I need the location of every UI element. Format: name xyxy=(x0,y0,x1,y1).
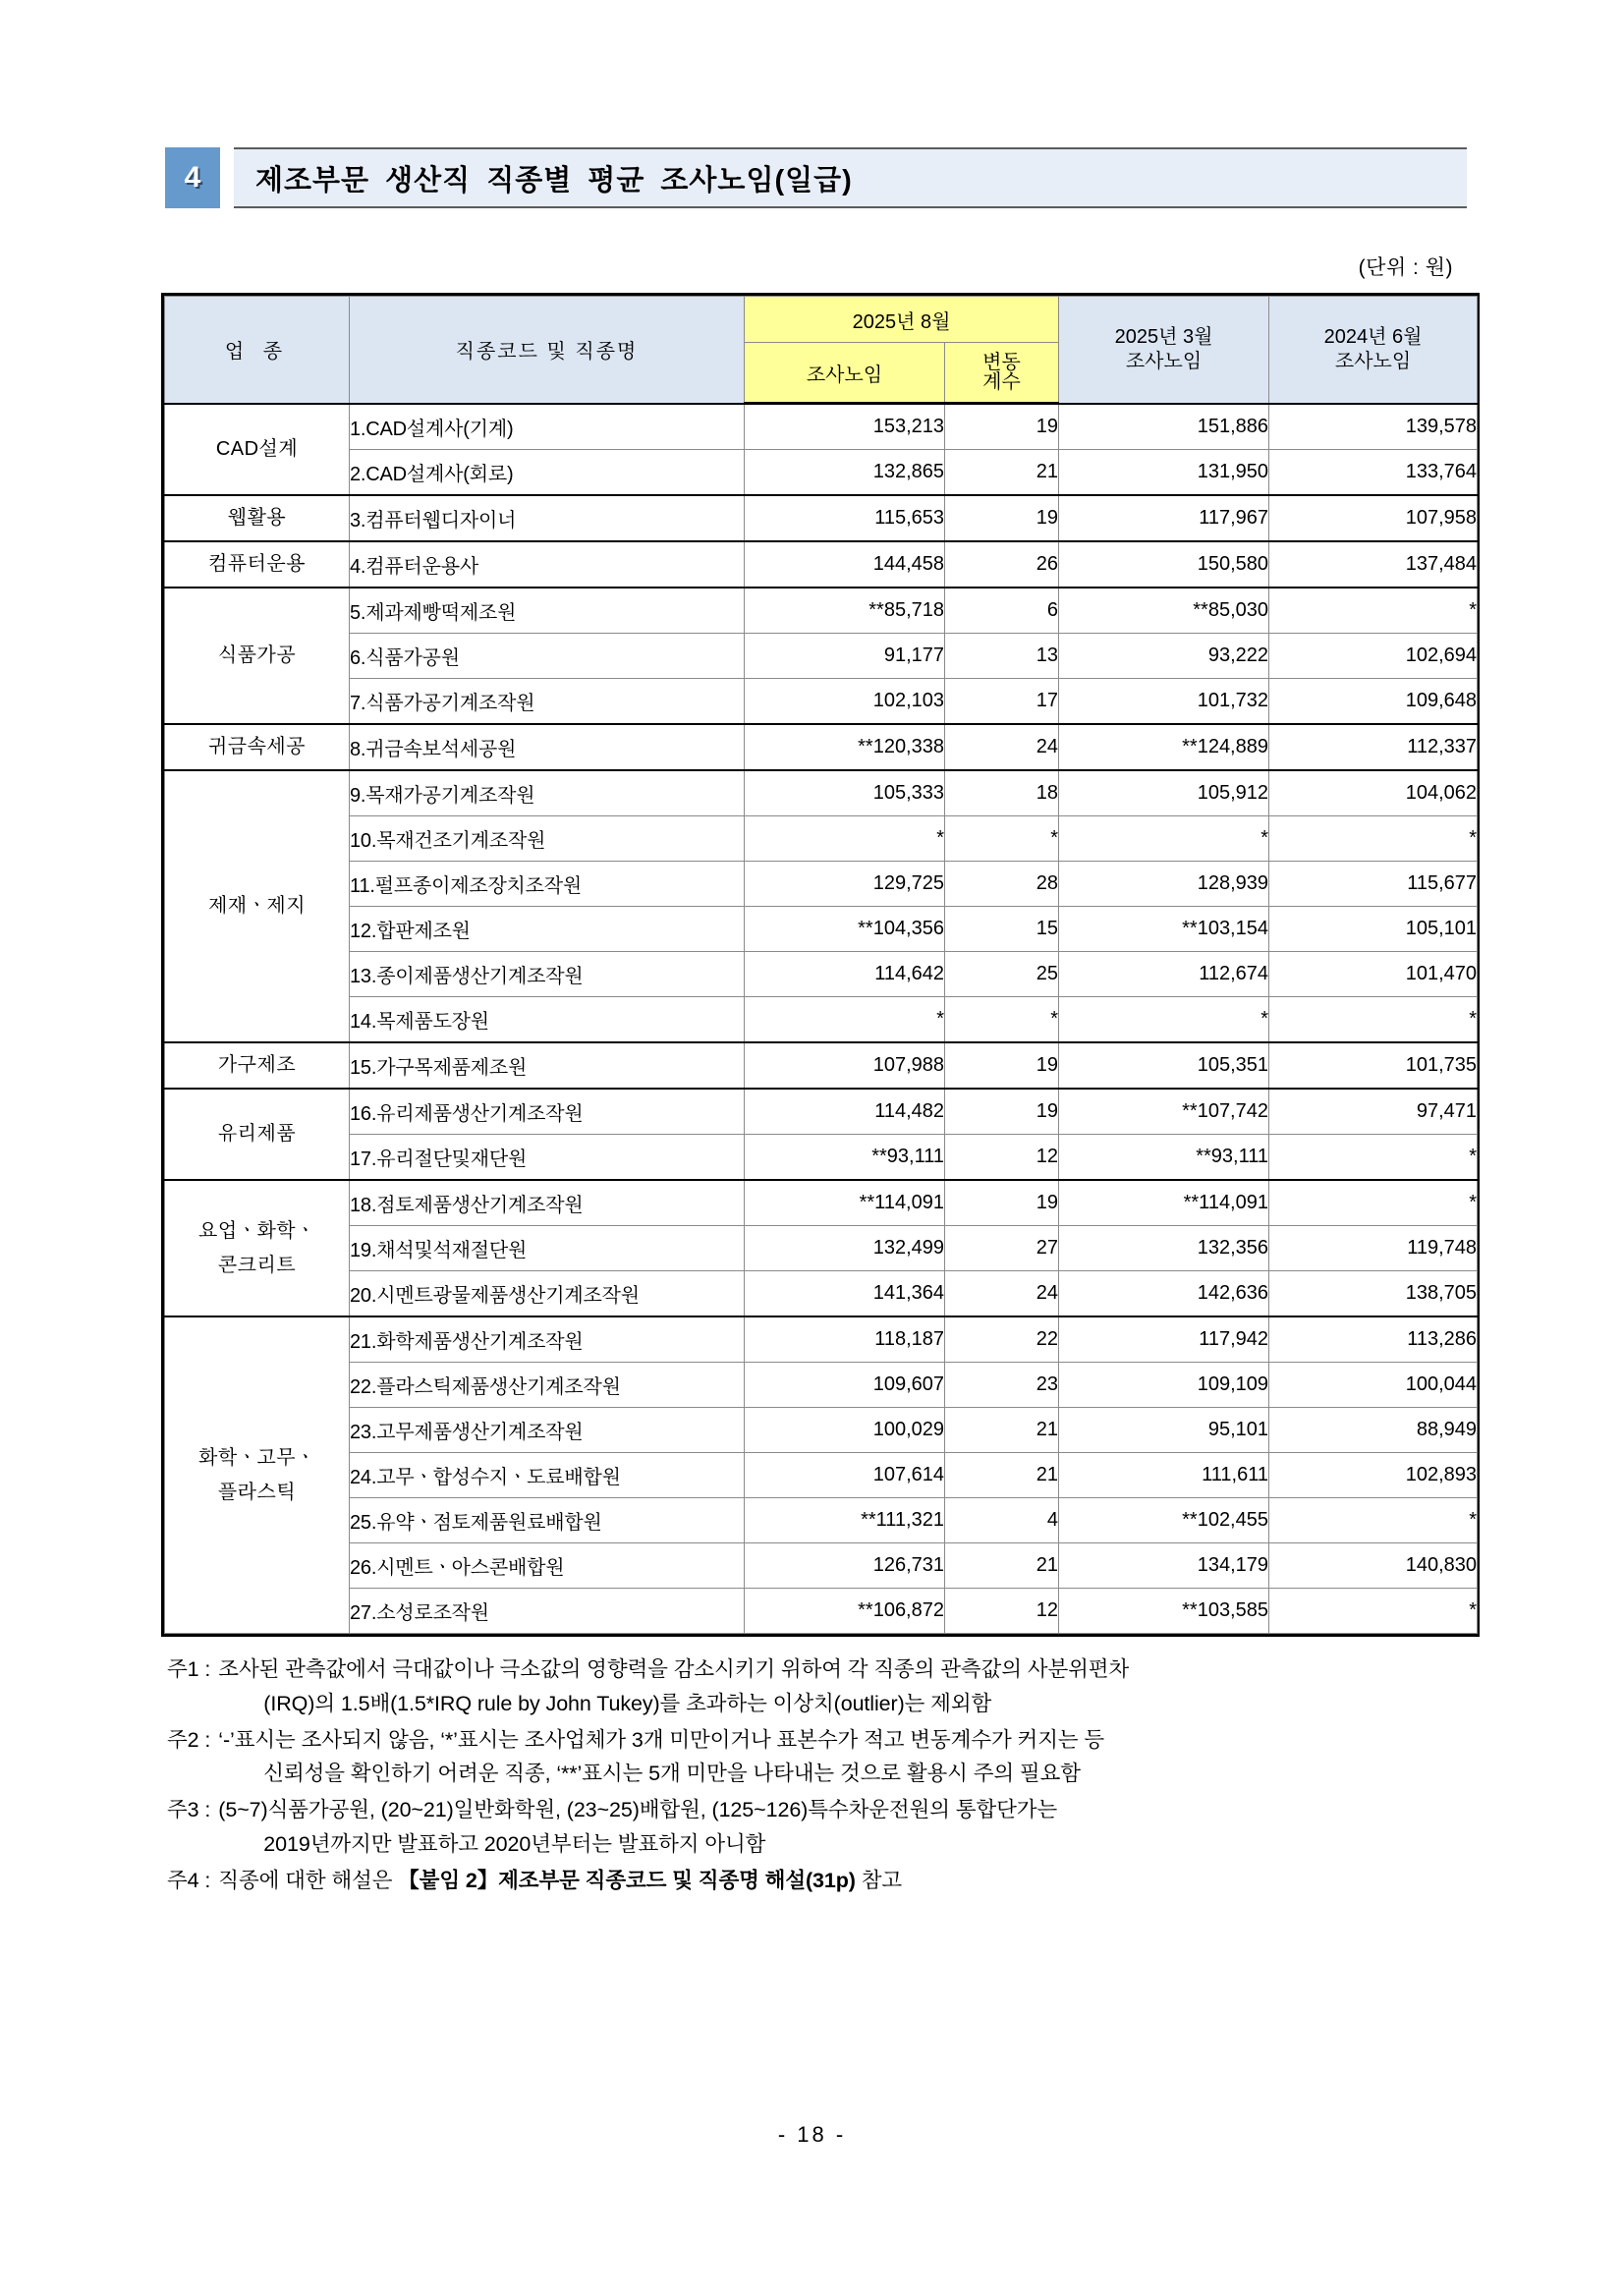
footnote-line2: 신뢰성을 확인하기 어려운 직종, ‘**’표시는 5개 미만을 나타내는 것으로 활용시 주의 필요함 xyxy=(263,1762,1081,1786)
wage-2025-03-cell: 117,942 xyxy=(1059,1316,1269,1363)
section-title-box xyxy=(234,147,1467,208)
cv-2025-08-cell: 18 xyxy=(945,770,1059,816)
job-name-cell: 18.점토제품생산기계조작원 xyxy=(350,1180,745,1226)
job-name-cell: 12.합판제조원 xyxy=(350,907,745,952)
industry-cell xyxy=(165,588,350,724)
footnote xyxy=(167,1793,1488,1862)
cv-2025-08-cell: 26 xyxy=(945,541,1059,588)
job-name-cell: 26.시멘트ㆍ아스콘배합원 xyxy=(350,1543,745,1589)
header-period-2025-03 xyxy=(1059,297,1269,404)
page-number: - 18 - xyxy=(777,2122,847,2147)
table-row xyxy=(165,862,1478,907)
wage-table xyxy=(164,296,1478,1634)
job-name-cell: 15.가구목제품제조원 xyxy=(350,1042,745,1089)
wage-2024-06-cell: 107,958 xyxy=(1269,495,1478,541)
wage-2025-03-cell: **102,455 xyxy=(1059,1498,1269,1543)
footnote-line2: 2019년까지만 발표하고 2020년부터는 발표하지 아니함 xyxy=(263,1832,766,1857)
cv-2025-08-cell: 15 xyxy=(945,907,1059,952)
table-row xyxy=(165,952,1478,997)
industry-label-line: 콘크리트 xyxy=(217,1254,297,1276)
industry-cell xyxy=(165,724,350,770)
cv-2025-08-cell: 22 xyxy=(945,1316,1059,1363)
job-name-cell: 16.유리제품생산기계조작원 xyxy=(350,1089,745,1135)
table-row xyxy=(165,1271,1478,1317)
wage-2024-06-cell: 112,337 xyxy=(1269,724,1478,770)
wage-2024-06-cell: 101,470 xyxy=(1269,952,1478,997)
cv-2025-08-cell: 6 xyxy=(945,588,1059,634)
wage-2024-06-cell: 119,748 xyxy=(1269,1226,1478,1271)
table-row xyxy=(165,679,1478,725)
wage-2025-03-cell: **107,742 xyxy=(1059,1089,1269,1135)
industry-cell xyxy=(165,404,350,496)
header-period-2025-03-line2: 조사노임 xyxy=(1125,350,1203,372)
wage-2025-08-cell: 105,333 xyxy=(745,770,945,816)
footnote-label: 주1 : xyxy=(167,1657,211,1681)
job-name-cell: 2.CAD설계사(회로) xyxy=(350,450,745,496)
job-name-cell: 19.채석및석재절단원 xyxy=(350,1226,745,1271)
wage-2025-03-cell: 131,950 xyxy=(1059,450,1269,496)
table-row xyxy=(165,1589,1478,1634)
wage-2024-06-cell: 100,044 xyxy=(1269,1363,1478,1408)
wage-2025-03-cell: 105,912 xyxy=(1059,770,1269,816)
table-row xyxy=(165,404,1478,450)
job-name-cell: 1.CAD설계사(기계) xyxy=(350,404,745,450)
footnote-line1-post: 참고 xyxy=(855,1868,903,1892)
cv-2025-08-cell: 21 xyxy=(945,1408,1059,1453)
job-name-cell: 4.컴퓨터운용사 xyxy=(350,541,745,588)
wage-2025-08-cell: 114,482 xyxy=(745,1089,945,1135)
wage-2025-08-cell: 141,364 xyxy=(745,1271,945,1317)
table-row xyxy=(165,541,1478,588)
wage-2025-08-cell: * xyxy=(745,816,945,862)
industry-label-line: 가구제조 xyxy=(217,1054,297,1076)
wage-2025-03-cell: 151,886 xyxy=(1059,404,1269,450)
job-name-cell: 13.종이제품생산기계조작원 xyxy=(350,952,745,997)
wage-2025-08-cell: 132,499 xyxy=(745,1226,945,1271)
cv-2025-08-cell: * xyxy=(945,816,1059,862)
industry-label-line: 화학ㆍ고무ㆍ xyxy=(198,1446,315,1469)
industry-cell xyxy=(165,541,350,588)
wage-2025-03-cell: 112,674 xyxy=(1059,952,1269,997)
wage-2025-08-cell: 118,187 xyxy=(745,1316,945,1363)
cv-2025-08-cell: 24 xyxy=(945,724,1059,770)
wage-2024-06-cell: * xyxy=(1269,1498,1478,1543)
footnote-line1 xyxy=(218,1869,902,1892)
wage-2025-03-cell: **103,154 xyxy=(1059,907,1269,952)
wage-2025-08-cell: 132,865 xyxy=(745,450,945,496)
job-name-cell: 22.플라스틱제품생산기계조작원 xyxy=(350,1363,745,1408)
cv-2025-08-cell: 27 xyxy=(945,1226,1059,1271)
section-number-badge: 4 xyxy=(165,147,220,208)
cv-2025-08-cell: 17 xyxy=(945,679,1059,725)
table-row xyxy=(165,495,1478,541)
cv-2025-08-cell: 21 xyxy=(945,450,1059,496)
header-sub-cv-line2: 계수 xyxy=(982,371,1021,393)
job-name-cell: 24.고무ㆍ합성수지ㆍ도료배합원 xyxy=(350,1453,745,1498)
footnote-body xyxy=(210,1723,1488,1792)
wage-2024-06-cell: 101,735 xyxy=(1269,1042,1478,1089)
job-name-cell: 20.시멘트광물제품생산기계조작원 xyxy=(350,1271,745,1317)
wage-2025-08-cell: 109,607 xyxy=(745,1363,945,1408)
table-row xyxy=(165,634,1478,679)
industry-label-line: 컴퓨터운용 xyxy=(207,553,307,575)
wage-2025-08-cell: **104,356 xyxy=(745,907,945,952)
table-row xyxy=(165,1316,1478,1363)
footnote-body xyxy=(210,1864,1488,1898)
wage-2025-08-cell: **111,321 xyxy=(745,1498,945,1543)
wage-2024-06-cell: * xyxy=(1269,1135,1478,1181)
footnote-line1: ‘-’표시는 조사되지 않음, ‘*’표시는 조사업체가 3개 미만이거나 표본수가 적고 변동계수가 커지는 등 xyxy=(218,1727,1105,1752)
cv-2025-08-cell: 19 xyxy=(945,1180,1059,1226)
industry-label-line: 식품가공 xyxy=(217,644,297,666)
cv-2025-08-cell: * xyxy=(945,997,1059,1043)
job-name-cell: 11.펄프종이제조장치조작원 xyxy=(350,862,745,907)
wage-2025-03-cell: **124,889 xyxy=(1059,724,1269,770)
section-title-row xyxy=(165,147,1467,208)
industry-cell xyxy=(165,1180,350,1316)
wage-2024-06-cell: * xyxy=(1269,816,1478,862)
wage-2025-03-cell: 142,636 xyxy=(1059,1271,1269,1317)
industry-cell xyxy=(165,1089,350,1180)
industry-label-line: 제재ㆍ제지 xyxy=(207,895,307,917)
wage-2025-08-cell: 153,213 xyxy=(745,404,945,450)
cv-2025-08-cell: 19 xyxy=(945,495,1059,541)
wage-2025-03-cell: * xyxy=(1059,997,1269,1043)
job-name-cell: 27.소성로조작원 xyxy=(350,1589,745,1634)
footnote-body xyxy=(210,1793,1488,1862)
table-row xyxy=(165,816,1478,862)
wage-2025-03-cell: **93,111 xyxy=(1059,1135,1269,1181)
cv-2025-08-cell: 4 xyxy=(945,1498,1059,1543)
wage-2025-03-cell: **85,030 xyxy=(1059,588,1269,634)
cv-2025-08-cell: 25 xyxy=(945,952,1059,997)
cv-2025-08-cell: 21 xyxy=(945,1543,1059,1589)
wage-2025-08-cell: * xyxy=(745,997,945,1043)
wage-2024-06-cell: 102,694 xyxy=(1269,634,1478,679)
cv-2025-08-cell: 12 xyxy=(945,1589,1059,1634)
wage-2025-03-cell: **103,585 xyxy=(1059,1589,1269,1634)
wage-2025-08-cell: 91,177 xyxy=(745,634,945,679)
cv-2025-08-cell: 19 xyxy=(945,404,1059,450)
table-header xyxy=(165,297,1478,404)
table-row xyxy=(165,1453,1478,1498)
header-sub-cv-line1: 변동 xyxy=(982,351,1021,373)
job-name-cell: 21.화학제품생산기계조작원 xyxy=(350,1316,745,1363)
footnote-line2: (IRQ)의 1.5배(1.5*IRQ rule by John Tukey)를 초과하는 이상치(outlier)는 제외함 xyxy=(263,1691,992,1715)
wage-2025-08-cell: **106,872 xyxy=(745,1589,945,1634)
table-row xyxy=(165,1226,1478,1271)
header-sub-cv xyxy=(945,343,1059,404)
cv-2025-08-cell: 28 xyxy=(945,862,1059,907)
header-industry: 업 종 xyxy=(165,297,350,404)
wage-2025-03-cell: 128,939 xyxy=(1059,862,1269,907)
cv-2025-08-cell: 19 xyxy=(945,1042,1059,1089)
header-period-2024-06-line1: 2024년 6월 xyxy=(1323,325,1423,348)
table-row xyxy=(165,1089,1478,1135)
wage-2025-03-cell: 134,179 xyxy=(1059,1543,1269,1589)
header-row-1 xyxy=(165,297,1478,343)
wage-2025-03-cell: 132,356 xyxy=(1059,1226,1269,1271)
cv-2025-08-cell: 12 xyxy=(945,1135,1059,1181)
cv-2025-08-cell: 23 xyxy=(945,1363,1059,1408)
wage-2025-08-cell: 126,731 xyxy=(745,1543,945,1589)
wage-2025-03-cell: 101,732 xyxy=(1059,679,1269,725)
wage-2025-08-cell: **114,091 xyxy=(745,1180,945,1226)
wage-2025-03-cell: 150,580 xyxy=(1059,541,1269,588)
industry-label-line: 유리제품 xyxy=(217,1123,297,1145)
table-row xyxy=(165,1363,1478,1408)
wage-2025-08-cell: 107,988 xyxy=(745,1042,945,1089)
header-job: 직종코드 및 직종명 xyxy=(350,297,745,404)
wage-2024-06-cell: * xyxy=(1269,588,1478,634)
page-title: 제조부문 생산직 직종별 평균 조사노임(일급) xyxy=(255,164,853,196)
job-name-cell: 9.목재가공기계조작원 xyxy=(350,770,745,816)
wage-2025-03-cell: 117,967 xyxy=(1059,495,1269,541)
header-period-2025-03-line1: 2025년 3월 xyxy=(1114,325,1213,348)
job-name-cell: 14.목제품도장원 xyxy=(350,997,745,1043)
wage-2024-06-cell: 137,484 xyxy=(1269,541,1478,588)
industry-label-line: 웹활용 xyxy=(227,507,287,529)
header-sub-wage: 조사노임 xyxy=(745,343,945,404)
unit-note: (단위 : 원) xyxy=(1358,256,1453,279)
table-row xyxy=(165,907,1478,952)
wage-2025-03-cell: 111,611 xyxy=(1059,1453,1269,1498)
wage-2024-06-cell: * xyxy=(1269,1589,1478,1634)
table-row xyxy=(165,1180,1478,1226)
job-name-cell: 5.제과제빵떡제조원 xyxy=(350,588,745,634)
wage-2024-06-cell: 139,578 xyxy=(1269,404,1478,450)
table-row xyxy=(165,588,1478,634)
wage-2024-06-cell: 105,101 xyxy=(1269,907,1478,952)
footnote-reference: 【붙임 2】제조부문 직종코드 및 직종명 해설(31p) xyxy=(398,1868,856,1892)
wage-2025-08-cell: 114,642 xyxy=(745,952,945,997)
industry-cell xyxy=(165,1042,350,1089)
wage-2025-08-cell: 115,653 xyxy=(745,495,945,541)
wage-2024-06-cell: 133,764 xyxy=(1269,450,1478,496)
wage-2024-06-cell: 102,893 xyxy=(1269,1453,1478,1498)
header-period-2024-06 xyxy=(1269,297,1478,404)
wage-2025-08-cell: 102,103 xyxy=(745,679,945,725)
industry-cell xyxy=(165,770,350,1042)
job-name-cell: 25.유약ㆍ점토제품원료배합원 xyxy=(350,1498,745,1543)
wage-2025-03-cell: 93,222 xyxy=(1059,634,1269,679)
footnotes xyxy=(167,1652,1488,1898)
wage-2025-03-cell: 109,109 xyxy=(1059,1363,1269,1408)
wage-2024-06-cell: 88,949 xyxy=(1269,1408,1478,1453)
job-name-cell: 6.식품가공원 xyxy=(350,634,745,679)
wage-2024-06-cell: * xyxy=(1269,1180,1478,1226)
wage-2024-06-cell: 115,677 xyxy=(1269,862,1478,907)
wage-2025-08-cell: 100,029 xyxy=(745,1408,945,1453)
wage-2025-03-cell: **114,091 xyxy=(1059,1180,1269,1226)
cv-2025-08-cell: 19 xyxy=(945,1089,1059,1135)
table-row xyxy=(165,1543,1478,1589)
cv-2025-08-cell: 24 xyxy=(945,1271,1059,1317)
footnote xyxy=(167,1864,1488,1898)
industry-label-line: CAD설계 xyxy=(215,437,299,460)
wage-2025-08-cell: **120,338 xyxy=(745,724,945,770)
job-name-cell: 10.목재건조기계조작원 xyxy=(350,816,745,862)
table-row xyxy=(165,1408,1478,1453)
wage-2024-06-cell: 104,062 xyxy=(1269,770,1478,816)
wage-2024-06-cell: 140,830 xyxy=(1269,1543,1478,1589)
header-period-2024-06-line2: 조사노임 xyxy=(1334,350,1412,372)
industry-label-line: 요업ㆍ화학ㆍ xyxy=(198,1219,315,1242)
wage-2024-06-cell: 109,648 xyxy=(1269,679,1478,725)
industry-cell xyxy=(165,495,350,541)
table-row xyxy=(165,1042,1478,1089)
footnote-line1: (5~7)식품가공원, (20~21)일반화학원, (23~25)배합원, (125~126)특수차운전원의 통합단가는 xyxy=(218,1798,1058,1822)
table-body xyxy=(165,404,1478,1634)
wage-2024-06-cell: 138,705 xyxy=(1269,1271,1478,1317)
wage-2025-03-cell: 105,351 xyxy=(1059,1042,1269,1089)
footnote-label: 주4 : xyxy=(167,1868,211,1892)
footnote xyxy=(167,1723,1488,1792)
job-name-cell: 8.귀금속보석세공원 xyxy=(350,724,745,770)
job-name-cell: 3.컴퓨터웹디자이너 xyxy=(350,495,745,541)
cv-2025-08-cell: 21 xyxy=(945,1453,1059,1498)
table-row xyxy=(165,1135,1478,1181)
wage-2025-08-cell: **93,111 xyxy=(745,1135,945,1181)
wage-2024-06-cell: * xyxy=(1269,997,1478,1043)
table-row xyxy=(165,450,1478,496)
job-name-cell: 7.식품가공기계조작원 xyxy=(350,679,745,725)
wage-2025-08-cell: 144,458 xyxy=(745,541,945,588)
wage-2024-06-cell: 113,286 xyxy=(1269,1316,1478,1363)
wage-2025-08-cell: **85,718 xyxy=(745,588,945,634)
wage-2025-08-cell: 129,725 xyxy=(745,862,945,907)
industry-label-line: 귀금속세공 xyxy=(207,736,307,757)
header-period-2025-08: 2025년 8월 xyxy=(745,297,1059,343)
wage-2025-03-cell: * xyxy=(1059,816,1269,862)
industry-label-line: 플라스틱 xyxy=(217,1481,297,1503)
wage-table-wrapper xyxy=(161,293,1480,1637)
wage-2025-03-cell: 95,101 xyxy=(1059,1408,1269,1453)
job-name-cell: 23.고무제품생산기계조작원 xyxy=(350,1408,745,1453)
table-row xyxy=(165,1498,1478,1543)
footnote-line1-pre: 직종에 대한 해설은 xyxy=(218,1868,399,1892)
footnote-line1: 조사된 관측값에서 극대값이나 극소값의 영향력을 감소시키기 위하여 각 직종의 관측값의 사분위편차 xyxy=(218,1657,1130,1681)
footnote xyxy=(167,1652,1488,1721)
cv-2025-08-cell: 13 xyxy=(945,634,1059,679)
footnote-label: 주2 : xyxy=(167,1727,211,1752)
wage-2024-06-cell: 97,471 xyxy=(1269,1089,1478,1135)
industry-cell xyxy=(165,1316,350,1634)
wage-2025-08-cell: 107,614 xyxy=(745,1453,945,1498)
table-row xyxy=(165,770,1478,816)
footnote-body xyxy=(210,1652,1488,1721)
table-row xyxy=(165,724,1478,770)
table-row xyxy=(165,997,1478,1043)
job-name-cell: 17.유리절단및재단원 xyxy=(350,1135,745,1181)
footnote-label: 주3 : xyxy=(167,1798,211,1822)
